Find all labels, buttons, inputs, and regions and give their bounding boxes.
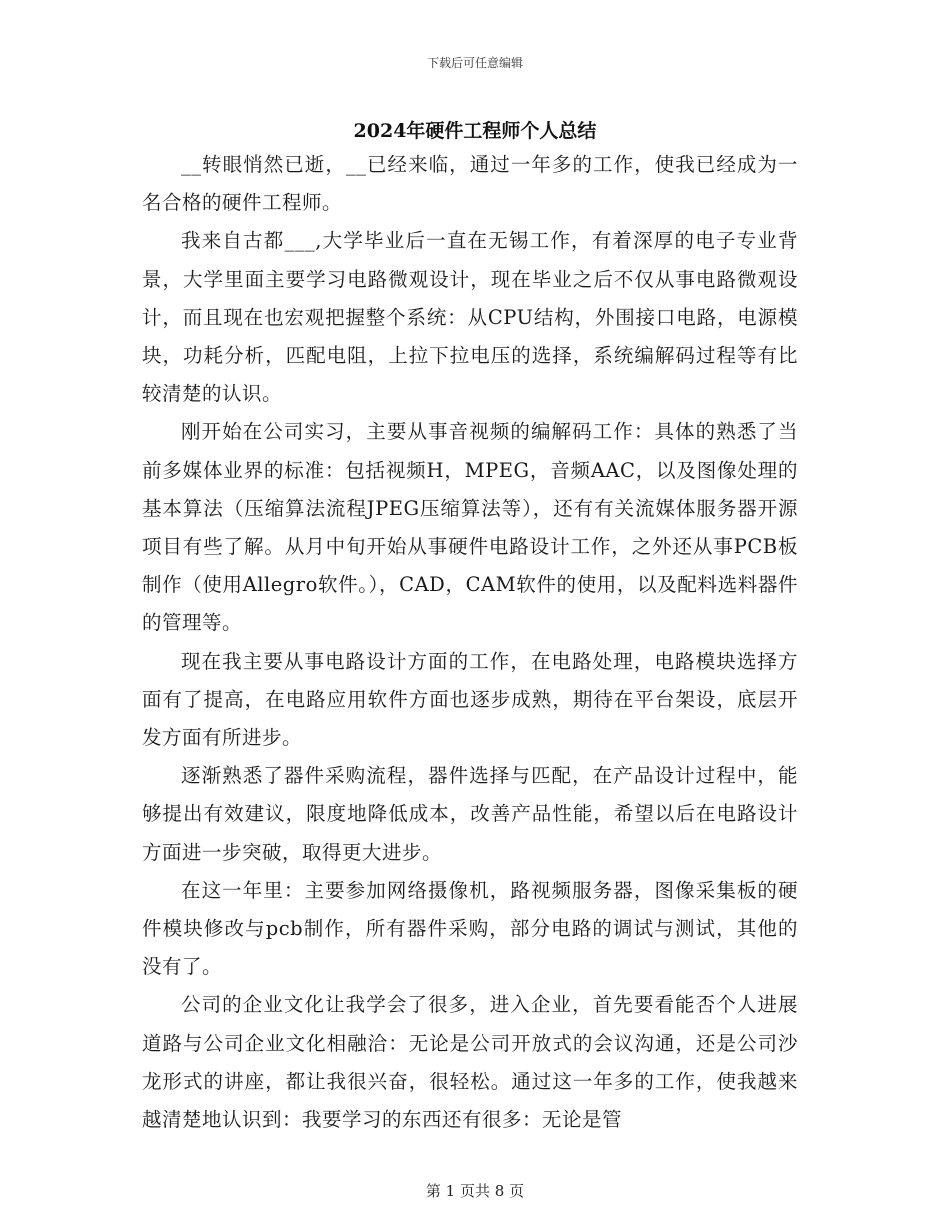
paragraph-4: 现在我主要从事电路设计方面的工作，在电路处理，电路模块选择方面有了提高，在电路应用软件方面也逐步成熟，期待在平台架设，底层开发方面有所进步。 (142, 649, 798, 750)
document-body (142, 146, 798, 1139)
document-title: 2024年硬件工程师个人总结 (353, 120, 597, 142)
paragraph-1: __转眼悄然已逝，__已经来临，通过一年多的工作，使我已经成为一名合格的硬件工程师。 (142, 153, 798, 215)
page-header-note: 下载后可任意编辑 (426, 56, 523, 70)
paragraph-5: 逐渐熟悉了器件采购流程，器件选择与匹配，在产品设计过程中，能够提出有效建议，限度地降低成本，改善产品性能，希望以后在电路设计方面进一步突破，取得更大进步。 (142, 764, 798, 864)
page-number-footer: 第 1 页共 8 页 (425, 1182, 525, 1200)
paragraph-3: 刚开始在公司实习，主要从事音视频的编解码工作：具体的熟悉了当前多媒体业界的标准：包括视频H，MPEG，音频AAC，以及图像处理的基本算法（压缩算法流程JPEG压缩算法等），还有有关流媒体服务器开源项目有些了解。从月中旬开始从事硬件电路设计工作，之外还从事PCB板制作（使用Allegro软件。），CAD，CAM软件的使用，以及配料选料器件的管理等。 (142, 420, 798, 635)
paragraph-7: 公司的企业文化让我学会了很多，进入企业，首先要看能否个人进展道路与公司企业文化相融洽：无论是公司开放式的会议沟通，还是公司沙龙形式的讲座，都让我很兴奋，很轻松。通过这一年多的工作，使我越来越清楚地认识到：我要学习的东西还有很多：无论是管 (142, 993, 798, 1132)
paragraph-2: 我来自古都___,大学毕业后一直在无锡工作，有着深厚的电子专业背景，大学里面主要学习电路微观设计，现在毕业之后不仅从事电路微观设计，而且现在也宏观把握整个系统：从CPU结构，外围接口电路，电源模块，功耗分析，匹配电阻，上拉下拉电压的选择，系统编解码过程等有比较清楚的认识。 (142, 229, 798, 406)
paragraph-6: 在这一年里：主要参加网络摄像机，路视频服务器，图像采集板的硬件模块修改与pcb制作，所有器件采购，部分电路的调试与测试，其他的没有了。 (142, 878, 798, 979)
